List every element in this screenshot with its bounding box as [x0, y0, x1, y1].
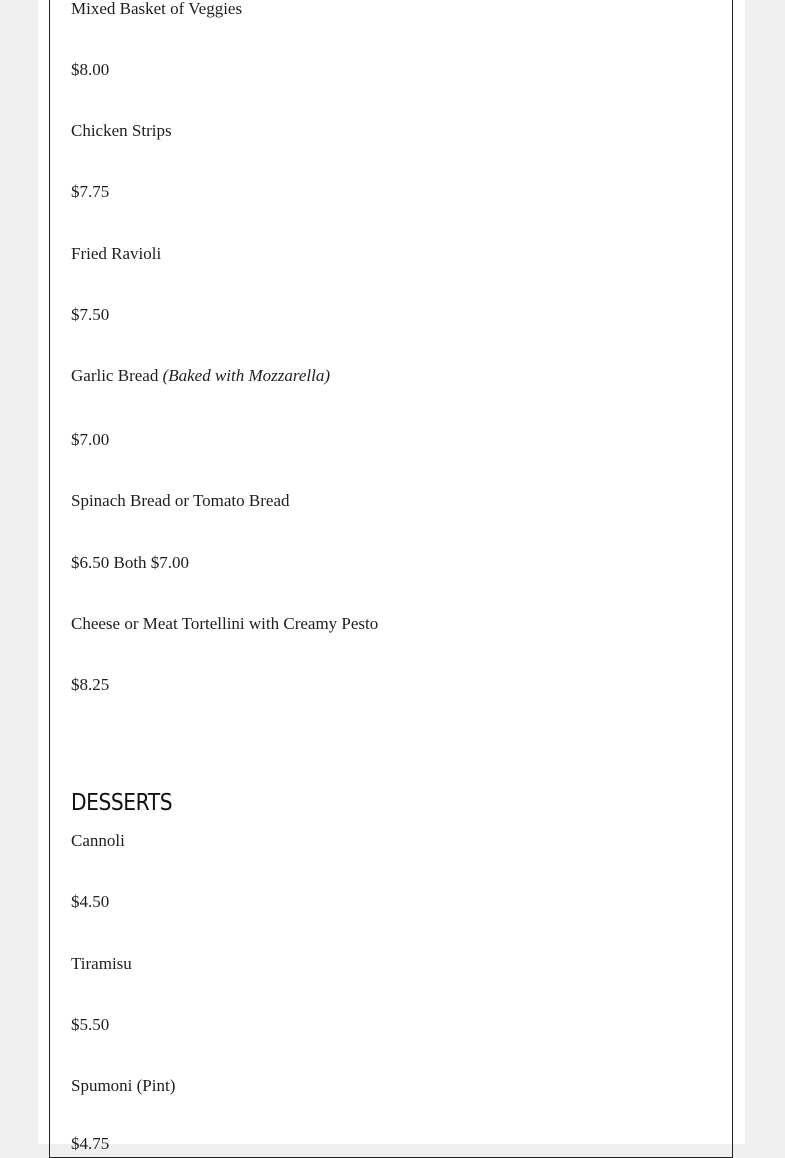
menu-item-note: (Baked with Mozzarella) — [162, 366, 331, 385]
menu-item-name: Garlic Bread — [71, 366, 159, 385]
menu-frame — [49, 0, 733, 1158]
menu-item-price: $7.75 — [71, 182, 110, 201]
menu-item-name: Spinach Bread or Tomato Bread — [71, 491, 290, 510]
menu-item-price: $6.50 Both $7.00 — [71, 553, 190, 572]
menu-item-name: Cheese or Meat Tortellini with Creamy Pesto — [71, 614, 379, 633]
menu-item-name: Fried Ravioli — [71, 244, 162, 263]
menu-item-name: Spumoni (Pint) — [71, 1076, 176, 1095]
menu-item-name: Tiramisu — [71, 954, 132, 973]
menu-item-name: Cannoli — [71, 831, 125, 850]
menu-item-price: $5.50 — [71, 1015, 110, 1034]
menu-item-price: $4.75 — [71, 1134, 110, 1153]
menu-item-name: Chicken Strips — [71, 121, 172, 140]
section-title-desserts: DESSERTS — [71, 790, 173, 816]
menu-item-price: $7.50 — [71, 305, 110, 324]
menu-item-garlic-bread — [71, 365, 330, 387]
menu-item-price: $8.00 — [71, 60, 110, 79]
menu-item-price: $8.25 — [71, 675, 110, 694]
menu-item-name: Mixed Basket of Veggies — [71, 0, 243, 18]
menu-item-price: $7.00 — [71, 430, 110, 449]
menu-page — [38, 0, 745, 1153]
menu-item-price: $4.50 — [71, 892, 110, 911]
